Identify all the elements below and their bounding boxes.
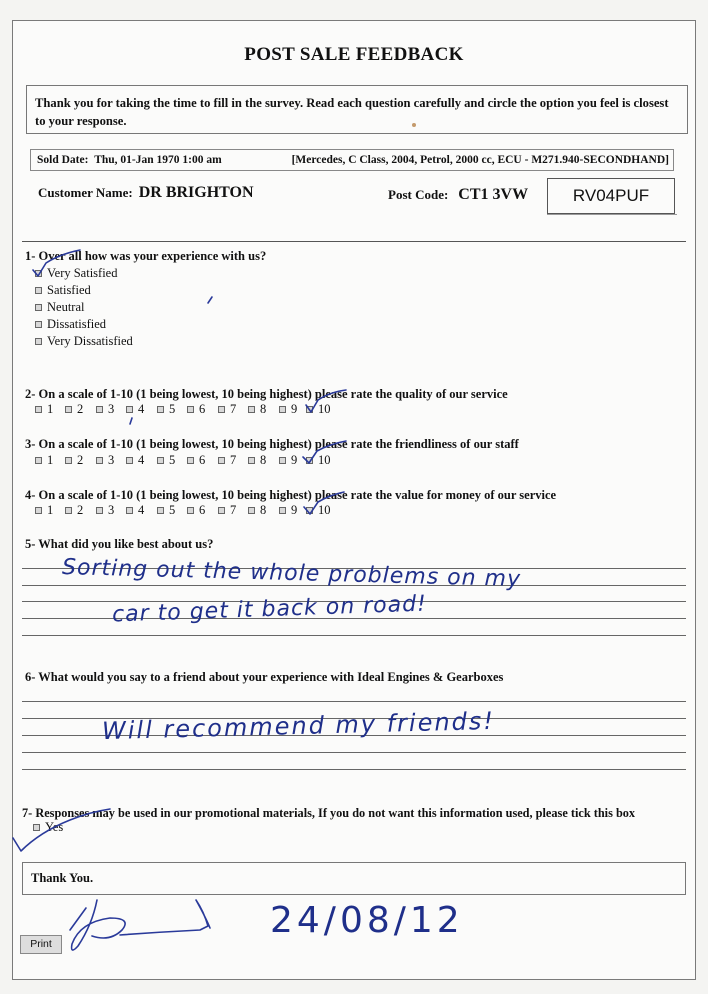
option-label: Yes [45, 820, 64, 834]
option-label: 3 [108, 402, 115, 416]
option-label: 6 [199, 453, 206, 467]
option-label: 9 [291, 503, 298, 517]
thank-you-box: Thank You. [22, 862, 686, 895]
option-label: 8 [260, 402, 267, 416]
question-1: 1- Over all how was your experience with us? [25, 249, 267, 263]
question-7: 7- Responses may be used in our promotional materials, If you do not want this information used, please tick this box [22, 806, 636, 820]
q3-tick-icon [303, 441, 346, 463]
sold-date-label: Sold Date: [37, 154, 89, 166]
option-label: 7 [230, 453, 237, 467]
option-label: Dissatisfied [47, 317, 107, 331]
option-label: Very Satisfied [47, 266, 118, 280]
q7-tick-icon [13, 809, 110, 851]
option-label: 10 [318, 503, 331, 517]
option-label: 1 [47, 503, 54, 517]
form-title: POST SALE FEEDBACK [244, 44, 464, 65]
registration-box: RV04PUF [547, 178, 675, 214]
q2-tick-icon [306, 390, 346, 412]
ink-flourish [70, 908, 86, 930]
stray-ink-mark [208, 297, 212, 303]
question-2: 2- On a scale of 1-10 (1 being lowest, 10 being highest) please rate the quality of our service [25, 387, 508, 401]
option-label: 7 [230, 402, 237, 416]
stray-ink-mark [130, 418, 132, 424]
signature-icon [72, 900, 210, 950]
option-label: 2 [77, 503, 84, 517]
option-label: 3 [108, 453, 115, 467]
option-label: 1 [47, 453, 54, 467]
option-label: 3 [108, 503, 115, 517]
postcode-value: CT1 3VW [458, 186, 529, 203]
q5-handwritten-line-1: Sorting out the whole problems on my [61, 554, 522, 593]
option-label: 7 [230, 503, 237, 517]
q4-tick-icon [304, 492, 344, 514]
q5-handwritten-line-2: car to get it back on road! [111, 591, 428, 628]
option-label: Neutral [47, 300, 85, 314]
q6-handwritten-answer: Will recommend my friends! [101, 706, 496, 746]
question-5: 5- What did you like best about us? [25, 537, 214, 551]
customer-name-value: DR BRIGHTON [138, 184, 254, 201]
option-label: 4 [138, 503, 145, 517]
postcode-label: Post Code: [388, 187, 449, 202]
vehicle-details: [Mercedes, C Class, 2004, Petrol, 2000 cc, ECU - M271.940-SECONDHAND] [291, 154, 669, 166]
intro-box: Thank you for taking the time to fill in the survey. Read each question carefully and circle the option you feel is closest to your response. [26, 85, 688, 134]
option-label: 5 [169, 402, 176, 416]
option-label: 4 [138, 402, 145, 416]
option-label: 6 [199, 402, 206, 416]
customer-name-label: Customer Name: [38, 185, 133, 200]
option-label: 10 [318, 402, 331, 416]
handwritten-date: 24/08/12 [270, 900, 464, 941]
option-label: 6 [199, 503, 206, 517]
option-label: Satisfied [47, 283, 91, 297]
option-label: 2 [77, 402, 84, 416]
option-label: Very Dissatisfied [47, 334, 133, 348]
option-label: 8 [260, 453, 267, 467]
question-6: 6- What would you say to a friend about your experience with Ideal Engines & Gearboxes [25, 670, 504, 684]
option-label: 2 [77, 453, 84, 467]
sold-date-value: Thu, 01-Jan 1970 1:00 am [94, 154, 222, 166]
q1-tick-icon [33, 250, 80, 276]
print-button[interactable]: Print [20, 935, 62, 954]
question-4: 4- On a scale of 1-10 (1 being lowest, 10 being highest) please rate the value for money of our service [25, 488, 557, 502]
option-label: 5 [169, 453, 176, 467]
option-label: 9 [291, 453, 298, 467]
option-label: 4 [138, 453, 145, 467]
option-label: 1 [47, 402, 54, 416]
option-label: 5 [169, 503, 176, 517]
option-label: 10 [318, 453, 331, 467]
question-3: 3- On a scale of 1-10 (1 being lowest, 10 being highest) please rate the friendliness of our staff [25, 437, 519, 451]
option-label: 9 [291, 402, 298, 416]
option-label: 8 [260, 503, 267, 517]
